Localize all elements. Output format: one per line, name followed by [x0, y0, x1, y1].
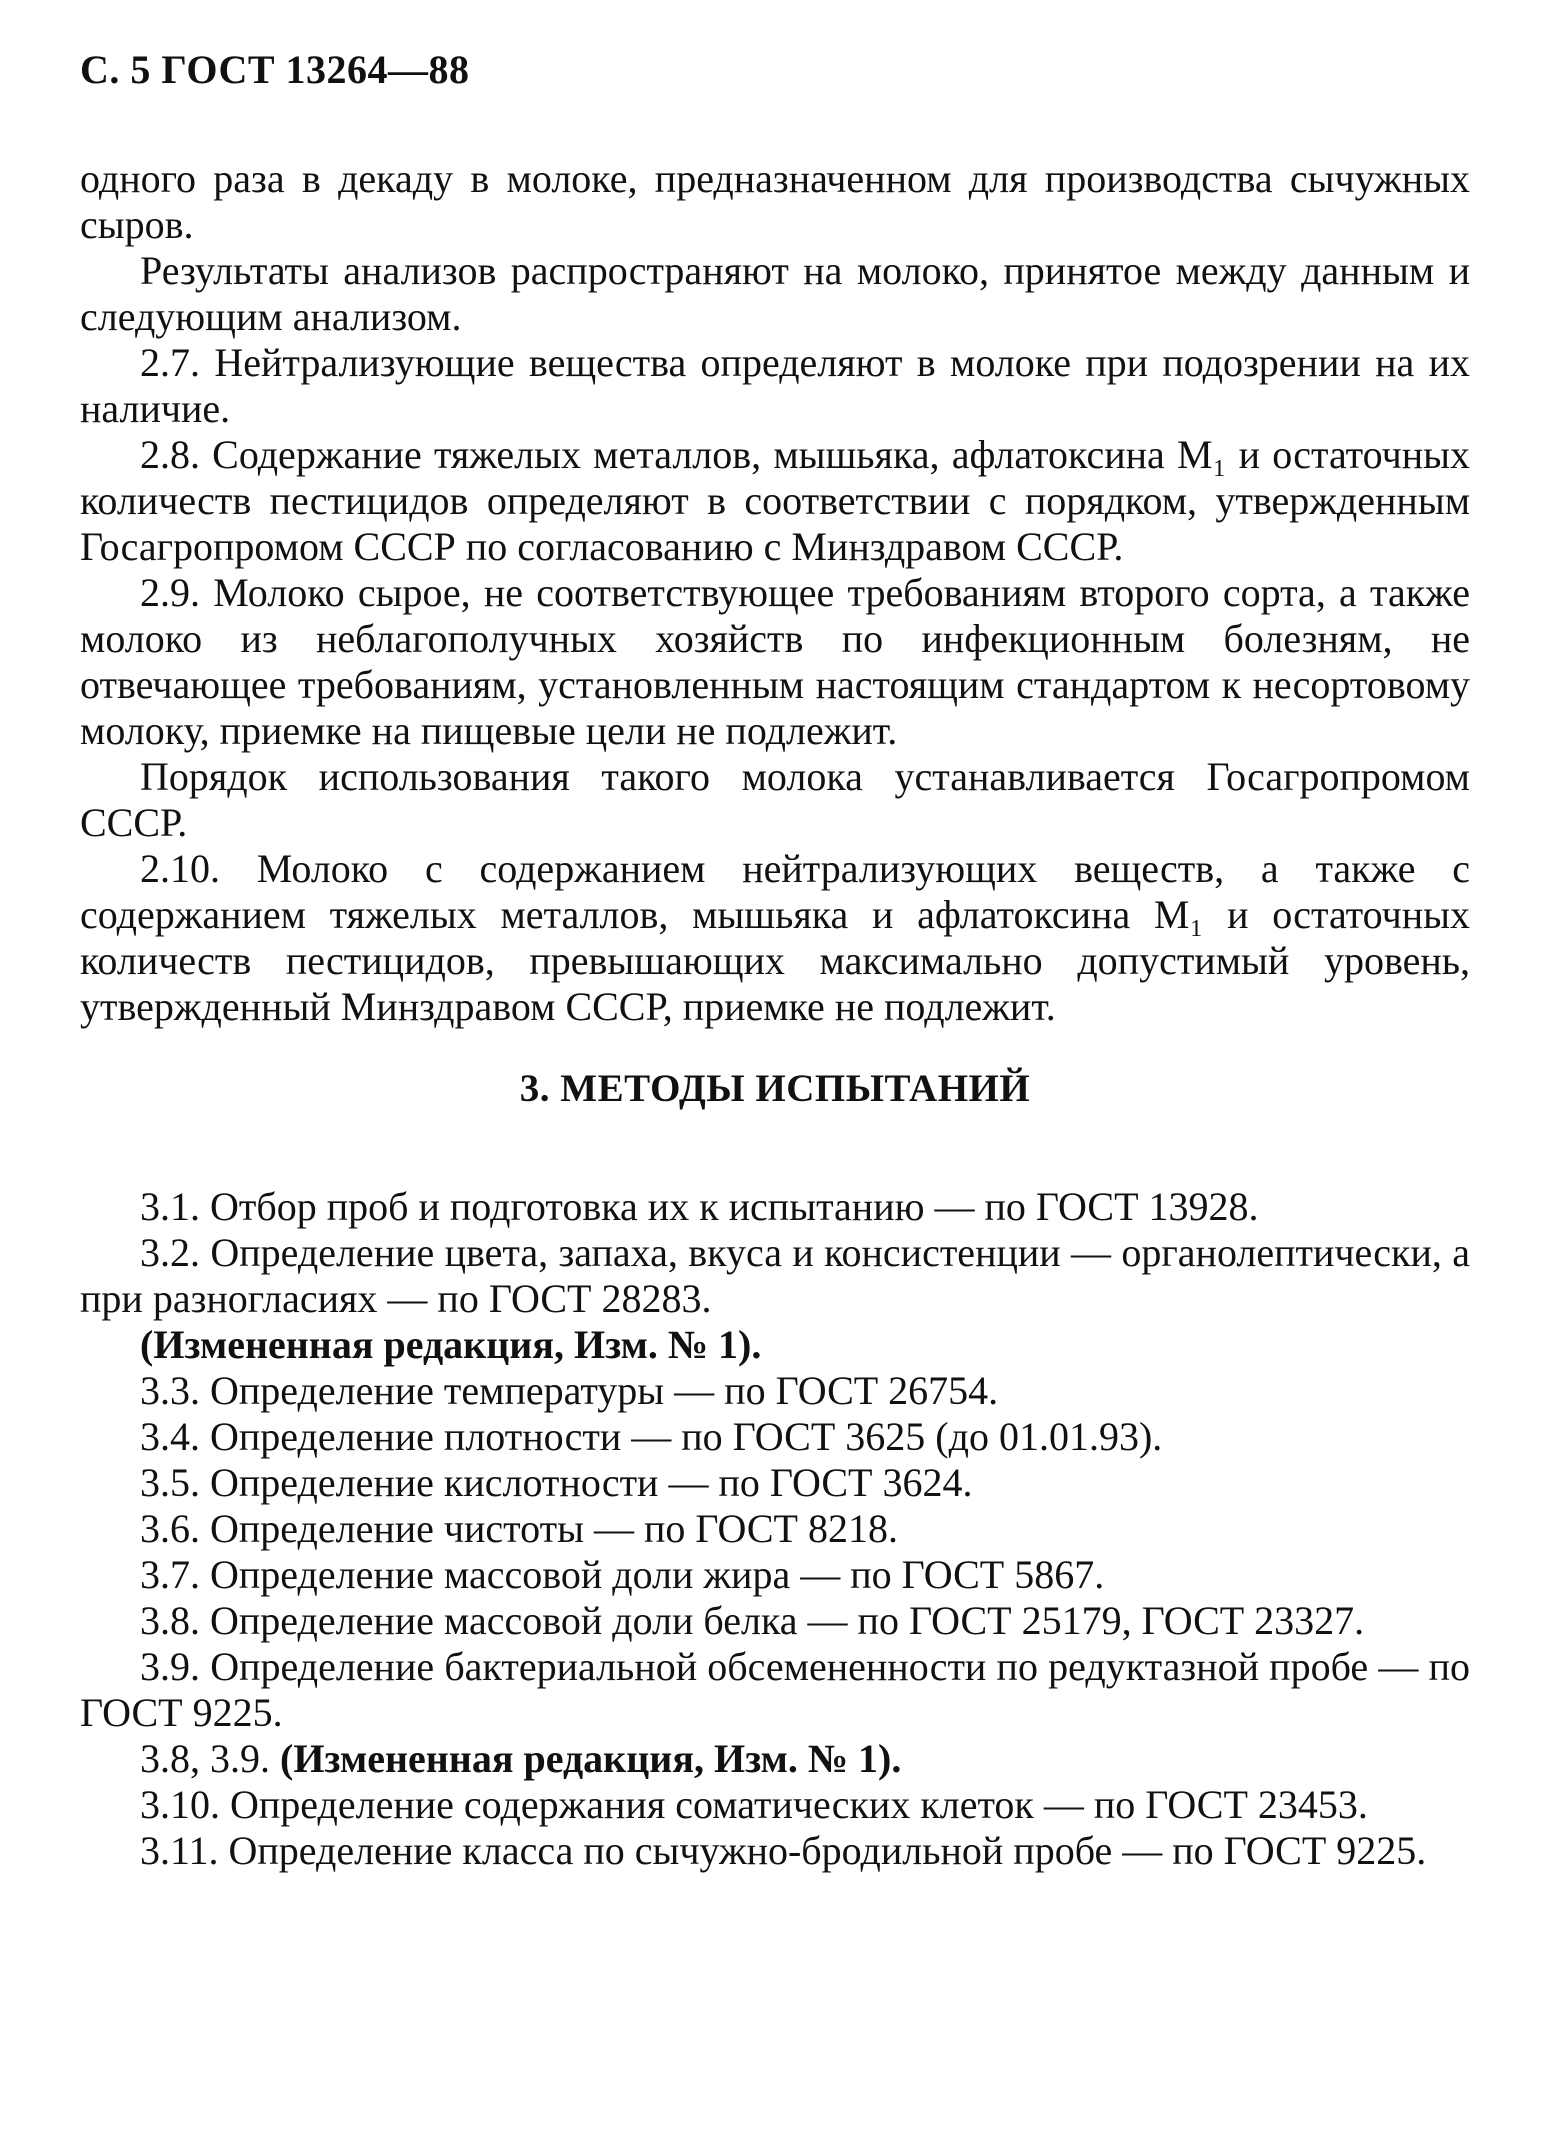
section-title-test-methods: 3. МЕТОДЫ ИСПЫТАНИЙ	[519, 1067, 1031, 1110]
clause-3-1: 3.1. Отбор проб и подготовка их к испытанию — по ГОСТ 13928.	[140, 1184, 1259, 1229]
clause-3-11: 3.11. Определение класса по сычужно-бродильной пробе — по ГОСТ 9225.	[140, 1828, 1427, 1873]
clause-3-2: 3.2. Определение цвета, запаха, вкуса и консистенции — органолептически, а при разногласиях — по ГОСТ 28283.	[80, 1230, 1470, 1321]
amendment-note-1: (Измененная редакция, Изм. № 1).	[140, 1322, 762, 1367]
clause-2-9: 2.9. Молоко сырое, не соответствующее требованиям второго сорта, а также молоко из неблагополучных хозяйств по инфекционным болезням, не отвечающее требованиям, установленным настоящим стандартом к несортовому молоку, приемке на пищевые цели не подлежит.	[80, 570, 1470, 753]
document-page	[80, 46, 1470, 1874]
clause-3-5: 3.5. Определение кислотности — по ГОСТ 3624.	[140, 1460, 973, 1505]
paragraph-results: Результаты анализов распространяют на молоко, принятое между данным и следующим анализом.	[80, 248, 1470, 339]
clause-3-8: 3.8. Определение массовой доли белка — по ГОСТ 25179, ГОСТ 23327.	[140, 1598, 1365, 1643]
amendment-note-2-prefix: 3.8, 3.9.	[140, 1736, 270, 1781]
clause-3-6: 3.6. Определение чистоты — по ГОСТ 8218.	[140, 1506, 898, 1551]
amendment-note-2	[80, 1736, 1470, 1782]
clause-3-9: 3.9. Определение бактериальной обсемененности по редуктазной пробе — по ГОСТ 9225.	[80, 1644, 1470, 1735]
clause-2-10: 2.10. Молоко с содержанием нейтрализующих веществ, а также с содержанием тяжелых металлов, мышьяка и афлатоксина M₁ и остаточных количеств пестицидов, превышающих максимально допустимый уровень, утвержденный Минздравом СССР, приемке не подлежит.	[80, 846, 1470, 1029]
clause-3-4: 3.4. Определение плотности — по ГОСТ 3625 (до 01.01.93).	[140, 1414, 1163, 1459]
clause-2-9-order: Порядок использования такого молока устанавливается Госагропромом СССР.	[80, 754, 1470, 845]
page-header: С. 5 ГОСТ 13264—88	[80, 47, 470, 92]
amendment-note-2-text: (Измененная редакция, Изм. № 1).	[280, 1736, 902, 1781]
clause-2-8: 2.8. Содержание тяжелых металлов, мышьяка, афлатоксина M₁ и остаточных количеств пестицидов определяют в соответствии с порядком, утвержденным Госагропромом СССР по согласованию с Минздравом СССР.	[80, 432, 1470, 569]
clause-3-3: 3.3. Определение температуры — по ГОСТ 26754.	[140, 1368, 999, 1413]
clause-3-10: 3.10. Определение содержания соматических клеток — по ГОСТ 23453.	[140, 1782, 1368, 1827]
paragraph-continuation: одного раза в декаду в молоке, предназначенном для производства сычужных сыров.	[80, 156, 1470, 247]
clause-3-7: 3.7. Определение массовой доли жира — по ГОСТ 5867.	[140, 1552, 1105, 1597]
clause-2-7: 2.7. Нейтрализующие вещества определяют в молоке при подозрении на их наличие.	[80, 340, 1470, 431]
